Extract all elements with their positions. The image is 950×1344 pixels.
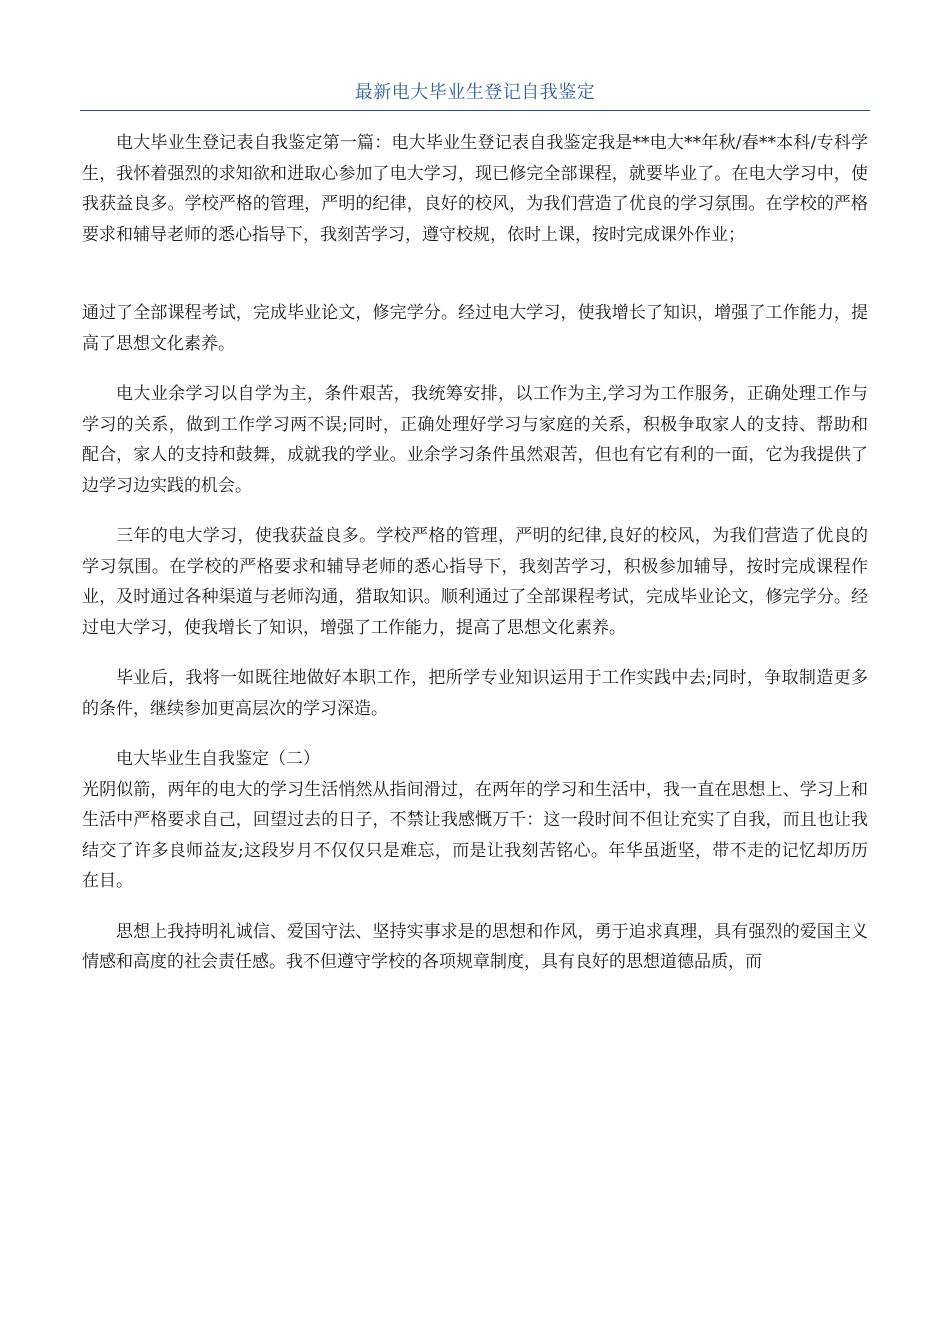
paragraph-4: 三年的电大学习，使我获益良多。学校严格的管理，严明的纪律,良好的校风，为我们营造了优良的学习氛围。在学校的严格要求和辅导老师的悉心指导下，我刻苦学习，积极参加辅导，按时完成课程作业，及时通过各种渠道与老师沟通，猎取知识。顺利通过了全部课程考试，完成毕业论文，修完学分。经过电大学习，使我增长了知识，增强了工作能力，提高了思想文化素养。 bbox=[82, 526, 868, 638]
paragraph-2: 通过了全部课程考试，完成毕业论文，修完学分。经过电大学习，使我增长了知识，增强了工作能力，提高了思想文化素养。 bbox=[82, 303, 868, 354]
paragraph-6: 光阴似箭，两年的电大的学习生活悄然从指间滑过，在两年的学习和生活中，我一直在思想上、学习上和生活中严格要求自己，回望过去的日子，不禁让我感慨万千：这一段时间不但让充实了自我，而且也让我结交了许多良师益友;这段岁月不仅仅只是难忘，而是让我刻苦铭心。年华虽逝坚，带不走的记忆却历历在目。 bbox=[82, 779, 868, 891]
paragraph-3: 电大业余学习以自学为主，条件艰苦，我统筹安排，以工作为主,学习为工作服务，正确处理工作与学习的关系，做到工作学习两不误;同时，正确处理好学习与家庭的关系，积极争取家人的支持、帮助和配合，家人的支持和鼓舞，成就我的学业。业余学习条件虽然艰苦，但也有它有利的一面，它为我提供了边学习边实践的机会。 bbox=[82, 384, 868, 496]
paragraph-7: 思想上我持明礼诚信、爱国守法、坚持实事求是的思想和作风，勇于追求真理，具有强烈的爱国主义情感和高度的社会责任感。我不但遵守学校的各项规章制度，具有良好的思想道德品质，而 bbox=[82, 921, 868, 972]
section-heading: 电大毕业生自我鉴定（二） bbox=[116, 749, 320, 769]
page-header bbox=[80, 80, 870, 111]
paragraph-5: 毕业后，我将一如既往地做好本职工作，把所学专业知识运用于工作实践中去;同时，争取制造更多的条件，继续参加更高层次的学习深造。 bbox=[82, 668, 868, 719]
document-title: 最新电大毕业生登记自我鉴定 bbox=[354, 82, 596, 103]
document-body bbox=[82, 128, 868, 998]
paragraph-1: 电大毕业生登记表自我鉴定第一篇：电大毕业生登记表自我鉴定我是**电大**年秋/春**本科/专科学生，我怀着强烈的求知欲和进取心参加了电大学习，现已修完全部课程，就要毕业了。在电大学习中，使我获益良多。学校严格的管理，严明的纪律，良好的校风，为我们营造了优良的学习氛围。在学校的严格要求和辅导老师的悉心指导下，我刻苦学习，遵守校规，依时上课，按时完成课外作业； bbox=[82, 133, 868, 245]
